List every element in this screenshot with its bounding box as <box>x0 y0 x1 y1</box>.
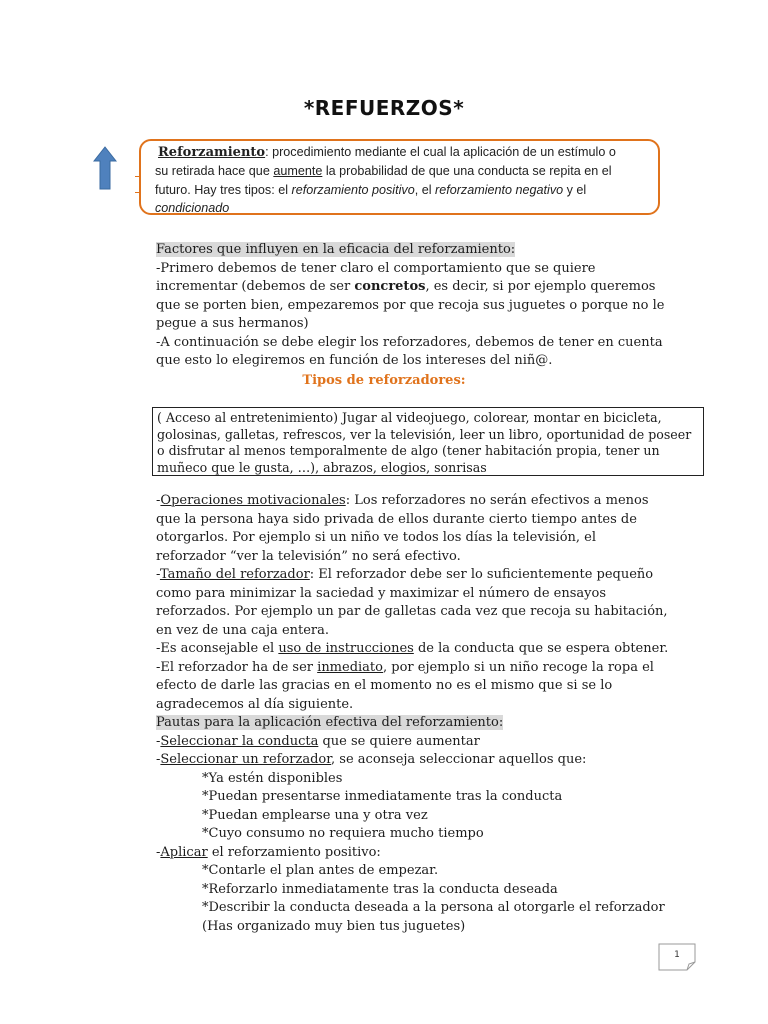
guideline-text: - <box>156 733 161 749</box>
guideline-item: (Has organizado muy bien tus juguetes) <box>202 918 466 934</box>
factors-text: incrementar (debemos de ser <box>156 279 355 294</box>
factors-line: pegue a sus hermanos) <box>156 316 309 331</box>
guideline-item: *Puedan presentarse inmediatamente tras la conducta <box>202 789 563 804</box>
ops-line: efecto de darle las gracias en el momento no es el mismo que si se lo <box>156 678 613 693</box>
definition-italic: condicionado <box>155 200 230 215</box>
ops-underlined: Tamaño del reforzador <box>159 567 310 582</box>
ops-line: como para minimizar la saciedad y maximizar el número de ensayos <box>156 585 607 601</box>
guideline-text: que se quiere aumentar <box>318 733 480 749</box>
guideline-item: *Reforzarlo inmediatamente tras la conducta deseada <box>202 881 558 897</box>
guideline-underlined: Seleccionar la conducta <box>160 733 319 749</box>
factors-line: -Primero debemos de tener claro el comportamiento que se quiere <box>156 260 596 276</box>
operations-section <box>156 492 669 936</box>
guideline-item: *Ya estén disponibles <box>202 770 343 786</box>
factors-line: que se porten bien, empezaremos por que recoja sus juguetes o porque no le <box>156 297 665 313</box>
ops-line: reforzador “ver la televisión” no será efectivo. <box>156 548 461 564</box>
page-number: 1 <box>674 950 680 960</box>
definition-text: futuro. Hay tres tipos: el <box>155 182 292 197</box>
ops-text: de la conducta que se espera obtener. <box>413 641 669 656</box>
factors-heading: Factores que influyen en la eficacia del reforzamiento: <box>156 242 516 257</box>
guideline-underlined: Aplicar <box>160 844 208 860</box>
page-number-icon <box>658 943 696 971</box>
factors-line <box>156 278 656 297</box>
ops-line: reforzados. Por ejemplo un par de galletas cada vez que recoja su habitación, <box>156 604 668 619</box>
ops-text: -Es aconsejable el <box>156 641 279 656</box>
up-arrow-icon <box>93 146 117 190</box>
definition-line <box>155 181 648 199</box>
types-title: Tipos de reforzadores: <box>302 373 466 388</box>
ops-text: : Los reforzadores no serán efectivos a menos <box>345 493 649 508</box>
box-line: ( Acceso al entretenimiento) Jugar al videojuego, colorear, montar en bicicleta, <box>157 410 662 425</box>
ops-line <box>156 640 669 659</box>
definition-text: la probabilidad de que una conducta se repita en el <box>322 164 612 179</box>
guideline-text: - <box>156 752 161 767</box>
guideline-step <box>156 751 656 770</box>
definition-line <box>155 199 648 217</box>
ops-line <box>156 566 656 585</box>
page-title: *REFUERZOS* <box>303 96 465 120</box>
ops-underlined: uso de instrucciones <box>278 641 414 656</box>
guideline-underlined: Seleccionar un reforzador <box>160 752 332 767</box>
factors-line: que esto lo elegiremos en función de los intereses del niñ@. <box>156 353 553 368</box>
ops-underlined: Operaciones motivacionales <box>160 493 346 508</box>
box-line: golosinas, galletas, refrescos, ver la televisión, leer un libro, oportunidad de poseer <box>157 426 692 442</box>
ops-line <box>156 492 656 511</box>
factors-line: -A continuación se debe elegir los reforzadores, debemos de tener en cuenta <box>156 334 663 350</box>
definition-text: , el <box>414 182 436 197</box>
factors-bold: concretos <box>354 279 426 294</box>
ops-line: en vez de una caja entera. <box>156 622 330 638</box>
ops-line <box>156 659 656 678</box>
ops-underlined: inmediato <box>317 659 383 675</box>
factors-text: , es decir, si por ejemplo queremos <box>425 279 656 294</box>
guideline-text: , se aconseja seleccionar aquellos que: <box>331 752 587 767</box>
guideline-item: *Contarle el plan antes de empezar. <box>202 863 439 878</box>
definition-text: : procedimiento mediante el cual la aplicación de un estímulo o <box>265 145 616 159</box>
definition-callout <box>139 139 660 215</box>
box-line: muñeco que le gusta, …), abrazos, elogios, sonrisas <box>157 459 487 475</box>
definition-underlined: aumente <box>273 164 323 179</box>
box-line: o disfrutar al menos temporalmente de algo (tener habitación propia, tener un <box>157 443 660 458</box>
definition-term: Reforzamiento <box>158 145 266 160</box>
ops-text: - <box>156 493 161 508</box>
guideline-step <box>156 733 656 752</box>
ops-line: agradecemos al día siguiente. <box>156 696 354 712</box>
definition-italic: reforzamiento negativo <box>435 182 564 197</box>
reinforcer-examples-box <box>152 407 704 476</box>
definition-italic: reforzamiento positivo <box>291 182 415 197</box>
ops-line: que la persona haya sido privada de ellos durante cierto tiempo antes de <box>156 511 637 527</box>
definition-text: y el <box>563 182 587 197</box>
ops-text: , por ejemplo si un niño recoge la ropa el <box>383 659 654 675</box>
guidelines-heading: Pautas para la aplicación efectiva del reforzamiento: <box>156 715 504 730</box>
ops-text: : El reforzador debe ser lo suficientemente pequeño <box>309 567 654 582</box>
guideline-text: - <box>156 844 161 860</box>
definition-text: su retirada hace que <box>155 164 274 179</box>
guideline-step <box>156 844 656 863</box>
definition-line <box>155 143 648 162</box>
ops-text: - <box>156 567 160 582</box>
guideline-item: *Puedan emplearse una y otra vez <box>202 807 428 823</box>
guideline-text: el reforzamiento positivo: <box>207 844 381 860</box>
factors-section <box>156 241 665 371</box>
ops-text: -El reforzador ha de ser <box>156 659 318 675</box>
guideline-item: *Describir la conducta deseada a la persona al otorgarle el reforzador <box>202 900 665 915</box>
ops-line: otorgarlos. Por ejemplo si un niño ve todos los días la televisión, el <box>156 530 597 545</box>
definition-line <box>155 162 648 180</box>
guideline-item: *Cuyo consumo no requiera mucho tiempo <box>202 826 484 841</box>
